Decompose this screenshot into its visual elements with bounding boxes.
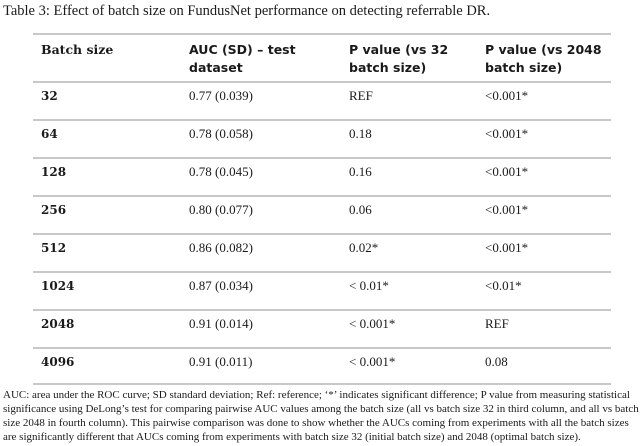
header-batch-size: Batch size — [41, 42, 114, 57]
p-vs-32-cell: 0.02* — [349, 240, 379, 255]
auc-cell: 0.77 (0.039) — [189, 88, 253, 103]
table-caption: Table 3: Effect of batch size on FundusNet performance on detecting referrable DR. — [3, 3, 491, 19]
batch-size-cell: 512 — [41, 241, 67, 255]
table-row — [33, 309, 611, 347]
p-vs-32-cell: 0.18 — [349, 126, 372, 141]
batch-size-cell: 4096 — [41, 355, 75, 369]
auc-cell: 0.86 (0.082) — [189, 240, 253, 255]
auc-cell: 0.78 (0.045) — [189, 164, 253, 179]
auc-cell: 0.91 (0.014) — [189, 316, 253, 331]
table-row — [33, 119, 611, 157]
table-row — [33, 271, 611, 309]
table-footnote: AUC: area under the ROC curve; SD standard deviation; Ref: reference; ‘*’ indicates significant difference; P value from measuring statistical significance using DeLong’s test for comparing pairwise AUC values among the batch size (all vs batch size 32 in third column, and all vs batch size 2048 in fourth column). This pairwise comparison was done to show whether the AUCs coming from experiments with all the batch sizes are significantly different that AUCs coming from experiments with batch size 32 (initial batch size) and 2048 (optimal batch size). — [3, 389, 639, 443]
header-auc: AUC (SD) – test dataset — [189, 42, 296, 75]
header-p-vs-32: P value (vs 32 batch size) — [349, 42, 449, 75]
p-vs-32-cell: < 0.001* — [349, 316, 396, 331]
batch-size-cell: 32 — [41, 89, 58, 103]
p-vs-2048-cell: <0.001* — [485, 240, 529, 255]
p-vs-2048-cell: REF — [485, 316, 509, 331]
table-row — [33, 195, 611, 233]
p-vs-32-cell: REF — [349, 88, 373, 103]
table-row — [33, 81, 611, 119]
p-vs-2048-cell: <0.001* — [485, 164, 529, 179]
p-vs-32-cell: 0.06 — [349, 202, 372, 217]
batch-size-cell: 64 — [41, 127, 58, 141]
batch-size-cell: 128 — [41, 165, 67, 179]
auc-cell: 0.87 (0.034) — [189, 278, 253, 293]
table-row — [33, 347, 611, 385]
p-vs-2048-cell: 0.08 — [485, 354, 508, 369]
p-vs-32-cell: 0.16 — [349, 164, 372, 179]
p-vs-2048-cell: <0.001* — [485, 202, 529, 217]
header-p-vs-2048: P value (vs 2048 batch size) — [485, 42, 602, 75]
auc-cell: 0.91 (0.011) — [189, 354, 253, 369]
table-row — [33, 233, 611, 271]
p-vs-32-cell: < 0.01* — [349, 278, 389, 293]
p-vs-32-cell: < 0.001* — [349, 354, 396, 369]
batch-size-cell: 256 — [41, 203, 67, 217]
results-table — [33, 33, 611, 385]
batch-size-cell: 2048 — [41, 317, 75, 331]
auc-cell: 0.78 (0.058) — [189, 126, 253, 141]
auc-cell: 0.80 (0.077) — [189, 202, 253, 217]
p-vs-2048-cell: <0.001* — [485, 88, 529, 103]
table-header-row — [33, 35, 611, 81]
p-vs-2048-cell: <0.01* — [485, 278, 522, 293]
batch-size-cell: 1024 — [41, 279, 75, 293]
p-vs-2048-cell: <0.001* — [485, 126, 529, 141]
table-row — [33, 157, 611, 195]
